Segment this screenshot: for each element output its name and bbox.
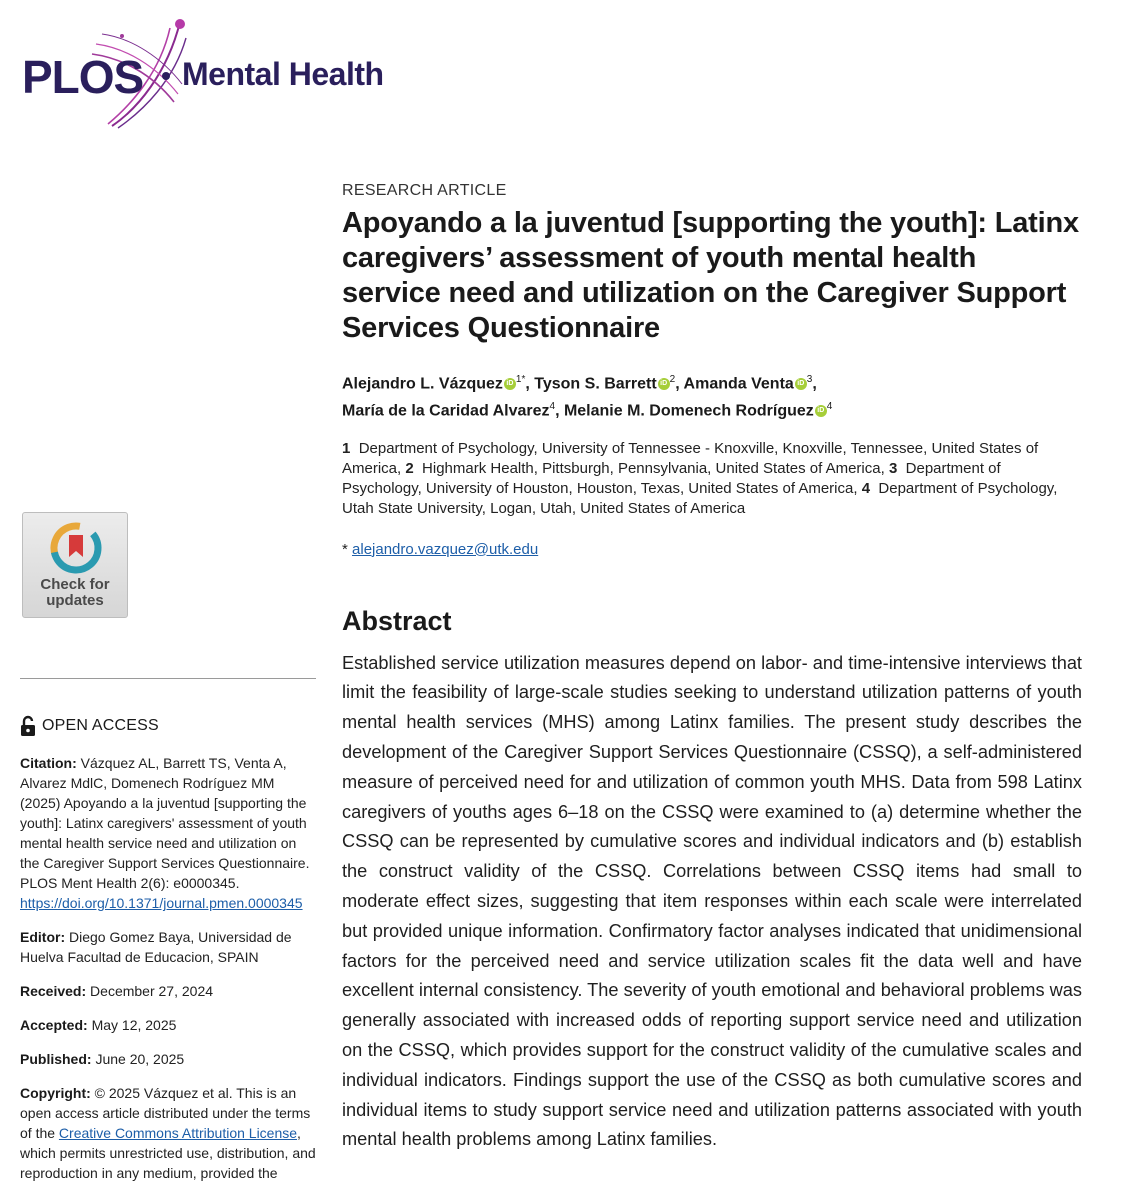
published-label: Published: [20, 1051, 92, 1067]
citation-doi-link[interactable]: https://doi.org/10.1371/journal.pmen.0000345 [20, 895, 303, 911]
received [20, 981, 318, 1001]
copyright [20, 1083, 318, 1183]
sidebar-divider [20, 678, 316, 679]
editor-text: Diego Gomez Baya, Universidad de Huelva Facultad de Educacion, SPAIN [20, 929, 292, 965]
author-name[interactable]: Melanie M. Domenech Rodríguez [563, 402, 814, 420]
corresponding-author [342, 541, 1082, 558]
author-name[interactable]: María de la Caridad Alvarez [342, 402, 550, 420]
article-metadata [20, 753, 318, 1197]
affiliation-text: Department of Psychology, Utah State University, Logan, Utah, United States of America [342, 479, 1058, 517]
creative-commons-link[interactable]: Creative Commons Attribution License [58, 1125, 298, 1141]
affiliation-number: 4 [861, 479, 871, 497]
article-main [342, 182, 1082, 1155]
orcid-icon[interactable]: iD [658, 378, 670, 390]
affiliation-text: Department of Psychology, University of Tennessee - Knoxville, Knoxville, Tennessee, United States of America, [342, 439, 1039, 477]
accepted-date: May 12, 2025 [91, 1017, 177, 1033]
citation-label: Citation: [20, 755, 77, 771]
author-affiliation-mark: 3 [806, 374, 813, 385]
corresponding-email-link[interactable]: alejandro.vazquez@utk.edu [352, 540, 539, 558]
article-title: Apoyando a la juventud [supporting the youth]: Latinx caregivers’ assessment of youth mental health service need and utilization on the Caregiver Support Services Questionnaire [342, 207, 1079, 344]
check-updates-label: Check for updates [40, 576, 110, 609]
logo-journal-name: Mental Health [182, 56, 384, 92]
open-access-badge [20, 714, 159, 738]
check-for-updates-button[interactable] [22, 512, 128, 618]
article-type: RESEARCH ARTICLE [342, 182, 507, 199]
abstract-heading: Abstract [342, 605, 452, 636]
author-affiliation-mark: 4 [549, 401, 556, 413]
author-name[interactable]: Tyson S. Barrett [534, 375, 657, 393]
copyright-label: Copyright: [20, 1085, 91, 1101]
orcid-icon[interactable]: iD [795, 378, 807, 390]
affiliation-number: 2 [405, 459, 414, 477]
affiliation-text: Highmark Health, Pittsburgh, Pennsylvania, United States of America, [422, 459, 885, 477]
affiliation-number: 3 [888, 459, 898, 477]
author-name[interactable]: Amanda Venta [683, 375, 794, 393]
accepted-label: Accepted: [20, 1017, 88, 1033]
copyright-text-2: , which permits unrestricted use, distribution, and reproduction in any medium, provided the [20, 1125, 316, 1181]
author-affiliation-mark: 2 [669, 374, 676, 385]
logo-plos-wordmark: PLOS [22, 51, 144, 103]
abstract-text: Established service utilization measures depend on labor- and time-intensive interviews that limit the feasibility of large-scale studies seeking to understand utilization patterns of youth mental health services (MHS) among Latinx families. The present study describes the development of the Caregiver Support Services Questionnaire (CSSQ), a self-administered measure of perceived need for and utilization of common youth MHS. Data from 598 Latinx caregivers of youths ages 6–18 on the CSSQ were examined to (a) determine whether the CSSQ can be represented by cumulative scores and individual indicators and (b) establish the construct validity of the CSSQ. Correlations between CSSQ items had small to moderate effect sizes, suggesting that item responses within each scale were interrelated but provided unique information. Confirmatory factor analyses indicated that unidimensional factors for the perceived need and service utilization scales fit the data well and have excellent internal consistency. The severity of youth emotional and behavioral problems was generally associated with increased odds of reporting support service need and utilization on the CSSQ, which provides support for the construct validity of the cumulative scales and individual indicators. Findings support the use of the CSSQ as both cumulative scores and individual items to study support service need and utilization patterns associated with youth mental health problems among Latinx families. [342, 652, 1082, 1150]
orcid-icon[interactable]: iD [504, 378, 516, 390]
affiliation-list [342, 439, 1082, 519]
accepted [20, 1015, 318, 1035]
copyright-text-1: © 2025 Vázquez et al. This is an open access article distributed under the terms of the [20, 1085, 311, 1141]
orcid-icon[interactable]: iD [815, 405, 827, 417]
affiliation-number: 1 [342, 439, 351, 457]
open-lock-icon [20, 715, 36, 737]
check-updates-icon [49, 521, 103, 575]
logo-dot [162, 72, 170, 80]
received-date: December 27, 2024 [90, 983, 214, 999]
journal-logo[interactable] [22, 14, 442, 134]
editor [20, 927, 318, 967]
citation-text: Vázquez AL, Barrett TS, Venta A, Alvarez MdlC, Domenech Rodríguez MM (2025) Apoyando a la juventud [supporting the youth]: Latinx caregivers' assessment of youth mental health service need and utilization on the Caregiver Support Services Questionnaire. PLOS Ment Health 2(6): e0000345. [20, 755, 310, 891]
published-date: June 20, 2025 [95, 1051, 185, 1067]
author-affiliation-mark: 4 [826, 401, 833, 413]
citation [20, 753, 318, 913]
affiliation-text: Department of Psychology, University of Houston, Houston, Texas, United States of America, [342, 459, 1001, 497]
editor-label: Editor: [20, 929, 66, 945]
received-label: Received: [20, 983, 87, 999]
author-list: Alejandro L. Vázquez iD $^{1*}$, Tyson S. Barrett iD $^2$, Amanda Venta iD $^3$, María de la Caridad Alvarez$^4$, Melanie M. Domenech Rodríguez iD $^4$ [342, 374, 833, 420]
author-name[interactable]: Alejandro L. Vázquez [342, 375, 503, 393]
corresponding-mark: * [342, 540, 348, 558]
author-affiliation-mark: 1* [515, 374, 526, 385]
published [20, 1049, 318, 1069]
open-access-label: OPEN ACCESS [42, 717, 159, 734]
